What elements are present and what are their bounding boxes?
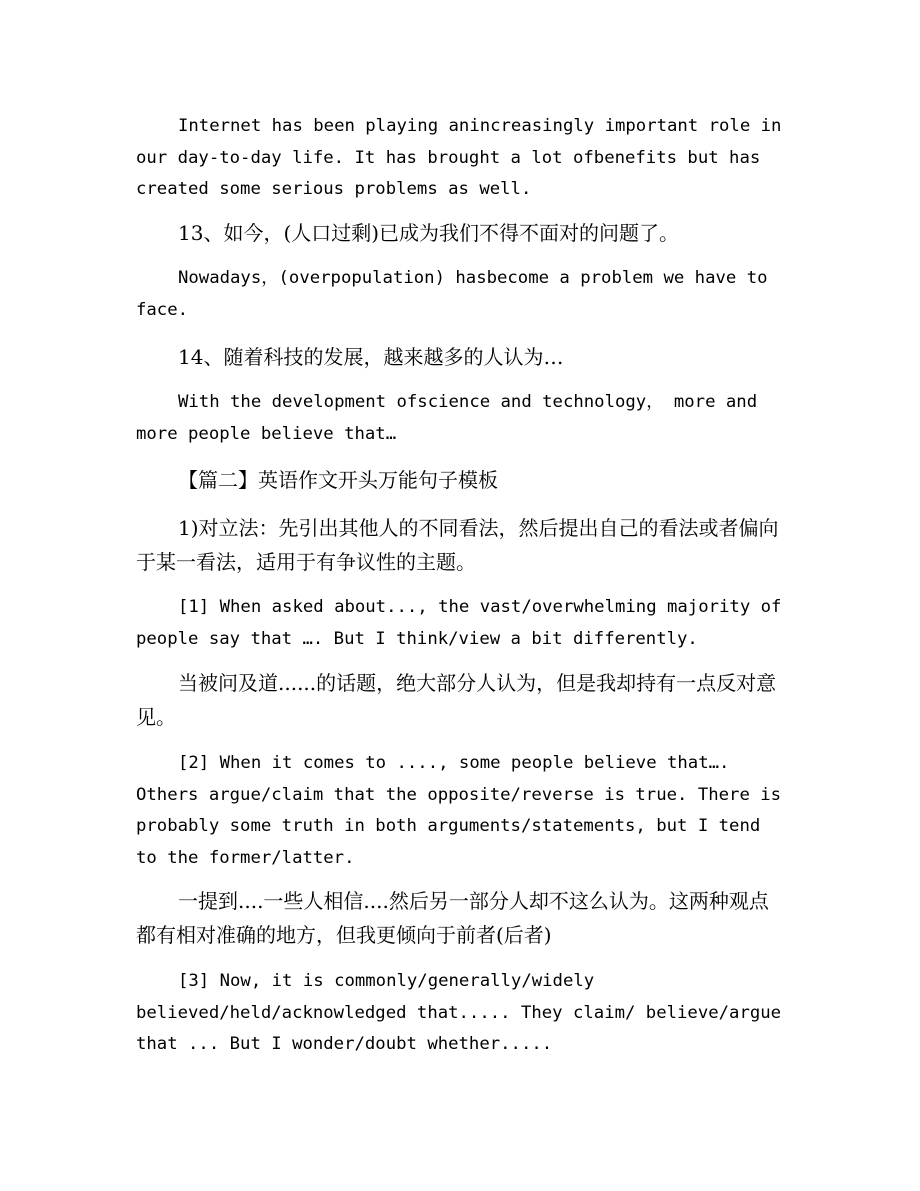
- paragraph-item-14-english: With the development ofscience and technology， more and more people believe that…: [136, 392, 758, 444]
- template-sentence-1-english: [1] When asked about..., the vast/overwhelming majority of people say that …. But I think/view a bit differently.: [136, 597, 782, 649]
- paragraph-item-13-english: Nowadays，(overpopulation) hasbecome a problem we have to face.: [136, 268, 768, 320]
- section-heading-part-two: 【篇二】英语作文开头万能句子模板: [178, 468, 498, 492]
- paragraph-contrast-method: 1)对立法：先引出其他人的不同看法，然后提出自己的看法或者偏向于某一看法，适用于有争议性的主题。: [136, 516, 779, 574]
- paragraph-item-14-chinese: 14、随着科技的发展，越来越多的人认为…: [178, 345, 564, 369]
- paragraph-internet-role: Internet has been playing anincreasingly important role in our day-to-day life. It has brought a lot ofbenefits but has created some serious problems as well.: [136, 116, 782, 199]
- template-sentence-3-english: [3] Now, it is commonly/generally/widely believed/held/acknowledged that..... They claim/ believe/argue that ... But I wonder/doubt whether.....: [136, 971, 782, 1054]
- template-sentence-2-chinese: 一提到....一些人相信....然后另一部分人却不这么认为。这两种观点都有相对准确的地方，但我更倾向于前者(后者): [136, 889, 769, 947]
- template-sentence-2-english: [2] When it comes to ...., some people believe that…. Others argue/claim that the opposite/reverse is true. There is probably some truth in both arguments/statements, but I tend to the former/latter.: [136, 753, 782, 868]
- template-sentence-1-chinese: 当被问及道......的话题，绝大部分人认为，但是我却持有一点反对意见。: [136, 671, 777, 729]
- paragraph-item-13-chinese: 13、如今，(人口过剩)已成为我们不得不面对的问题了。: [178, 221, 680, 245]
